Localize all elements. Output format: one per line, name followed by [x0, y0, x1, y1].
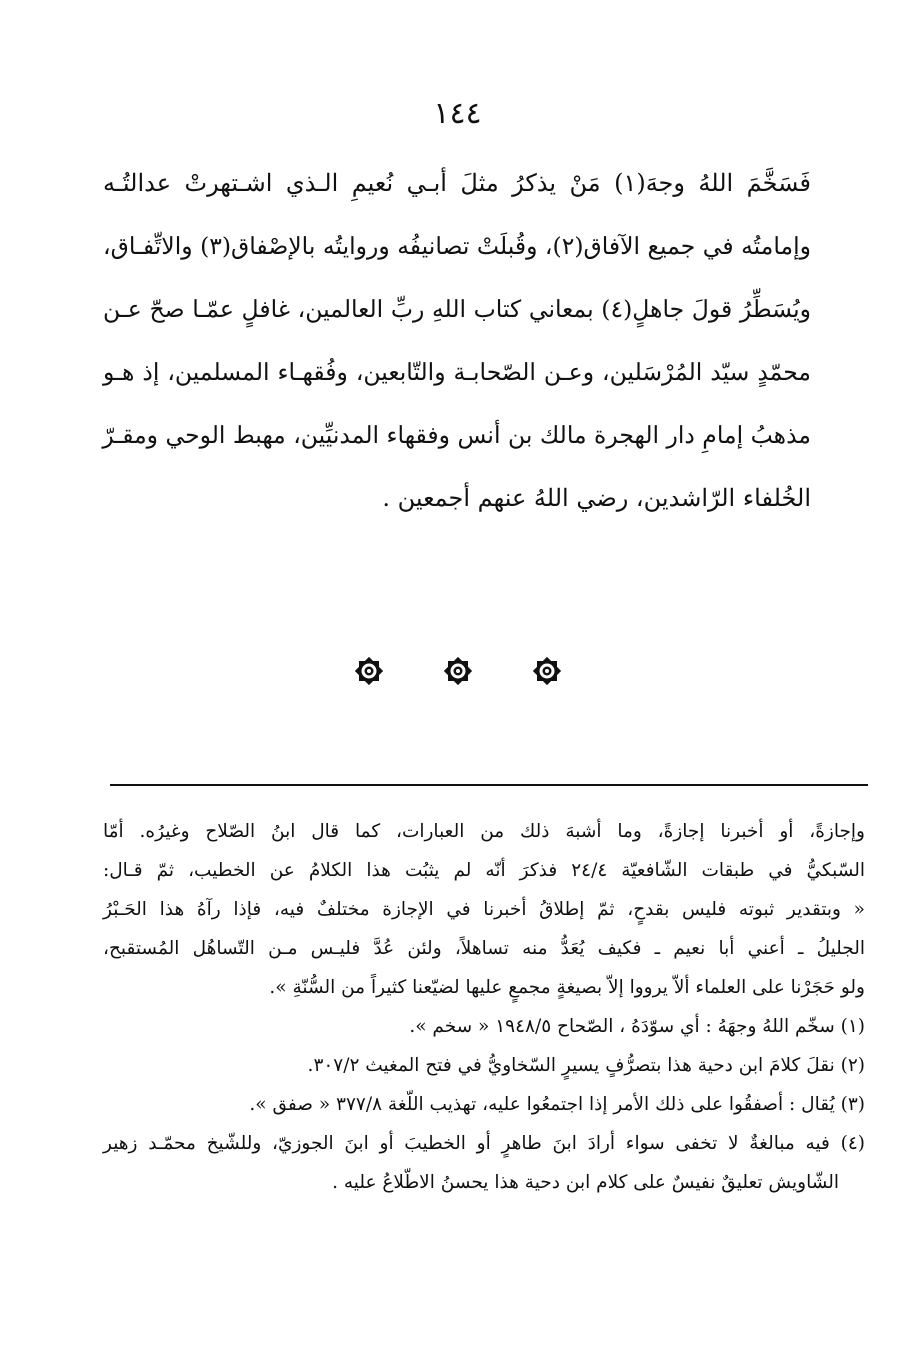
footnote-continuation-line: ولو حَجَرْنا على العلماء ألاّ يرووا إلاّ بصيغةٍ مجمعٍ عليها لضيّعنا كثيراً من السُّنّةِ ».: [269, 977, 865, 998]
page-number: ١٤٤: [433, 96, 482, 131]
main-text-line: الخُلفاء الرّاشدين، رضي اللهُ عنهم أجمعين .: [382, 484, 811, 512]
main-text-line: وإمامتُه في جميع الآفاق(٢)، وقُبلَتْ تصانيفُه وروايتُه بالإصْفاق(٣) والاتِّفـاق،: [103, 232, 811, 260]
eight-point-star-ornament-icon: [441, 654, 475, 688]
footnote-continuation-line: وإجازةً، أو أخبرنا إجازةً، وما أشبهَ ذلك من العبارات، كما قال ابنُ الصّلاح وغيرُه. أمّا: [103, 821, 865, 842]
footnotes: [103, 812, 865, 1202]
main-text-line: ويُسَطِّرُ قولَ جاهلٍ(٤) بمعاني كتاب اللهِ ربِّ العالمين، غافلٍ عمّـا صحّ عـن: [103, 295, 811, 323]
footnote-4-continuation: الشّاويش تعليقٌ نفيسٌ على كلام ابن دحية هذا يحسنُ الاطّلاعُ عليه .: [332, 1172, 839, 1193]
main-text-line: محمّدٍ سيّد المُرْسَلين، وعـن الصّحابـة والتّابعين، وفُقهـاء المسلمين، إذ هـو: [103, 358, 811, 386]
footnote-4: (٤) فيه مبالغةٌ لا تخفى سواء أرادَ ابنَ طاهرٍ أو الخطيبَ أو ابنَ الجوزيّ، وللشّيخ محمّـد زهير: [103, 1133, 865, 1154]
section-divider-ornaments: [0, 654, 915, 688]
footnote-continuation-line: « وبتقدير ثبوته فليس بقدحٍ، ثمّ إطلاقُ أخبرنا في الإجازة مختلفٌ فيه، فإذا رآهُ هذا الحَـبْرُ: [103, 899, 865, 920]
footnote-1: (١) سخّم اللهُ وجهَهُ : أي سوّدَهُ ، الصّحاح ١٩٤٨/٥ « سخم ».: [409, 1016, 865, 1037]
footnote-separator-rule: [110, 784, 868, 786]
footnote-2: (٢) نقلَ كلامَ ابن دحية هذا بتصرُّفٍ يسيرٍ السّخاويُّ في فتح المغيث ٣٠٧/٢.: [307, 1055, 865, 1076]
main-text: [103, 152, 811, 530]
eight-point-star-ornament-icon: [352, 654, 386, 688]
main-text-line: مذهبُ إمامِ دار الهجرة مالك بن أنس وفقهاء المدنيِّين، مهبط الوحي ومقـرّ: [102, 421, 811, 449]
footnote-continuation-line: الجليلُ ـ أعني أبا نعيم ـ فكيف يُعَدُّ منه تساهلاً، ولئن عُدَّ فليـس مـن التّساهُل المُستقبح،: [103, 938, 865, 959]
footnote-continuation-line: السّبكيُّ في طبقات الشّافعيّة ٢٤/٤ فذكرَ أنّه لم يثبُت هذا الكلامُ عن الخطيب، ثمّ قـال:: [103, 860, 865, 881]
eight-point-star-ornament-icon: [530, 654, 564, 688]
main-text-line: فَسَخَّمَ اللهُ وجهَ(١) مَنْ يذكرُ مثلَ أبـي نُعيمِ الـذي اشـتهرتْ عدالتُـه: [103, 169, 811, 197]
footnote-3: (٣) يُقال : أصفقُوا على ذلك الأمر إذا اجتمعُوا عليه، تهذيب اللّغة ٣٧٧/٨ « صفق ».: [249, 1094, 865, 1115]
